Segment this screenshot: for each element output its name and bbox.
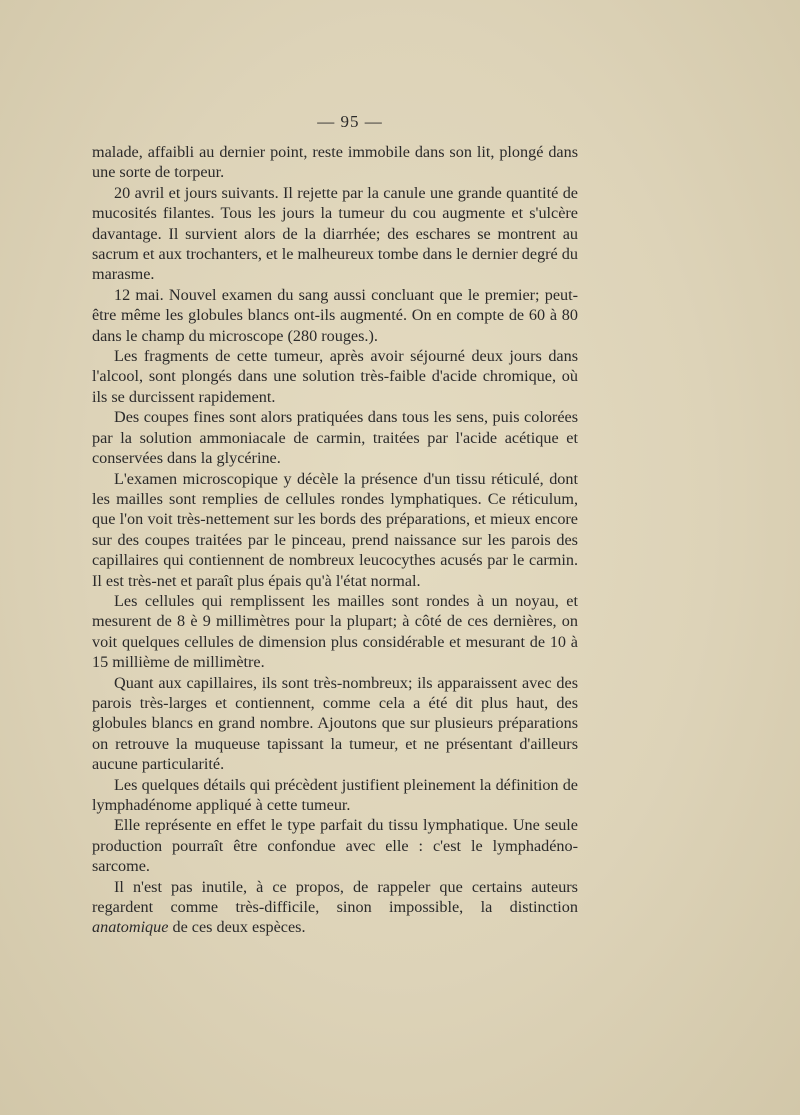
final-text-end: de ces deux espèces. bbox=[168, 918, 306, 937]
paragraph-final bbox=[92, 877, 578, 938]
document-page bbox=[92, 112, 578, 938]
paragraph-continuation: malade, affaibli au dernier point, reste immobile dans son lit, plongé dans une sorte de torpeur. bbox=[92, 143, 578, 182]
paragraph-fragments: Les fragments de cette tumeur, après avoir séjourné deux jours dans l'alcool, sont plongés dans une solution très-faible d'acide chromique, où ils se durcissent rapidement. bbox=[92, 347, 578, 406]
paragraph-details: Les quelques détails qui précèdent justifient pleinement la définition de lymphadénome appliqué à cette tumeur. bbox=[92, 775, 578, 814]
page-number: — 95 — bbox=[317, 112, 383, 131]
paragraph-capillaires: Quant aux capillaires, ils sont très-nombreux; ils apparaissent avec des parois très-larges et contiennent, comme cela a été dit plus haut, des globules blancs en grand nombre. Ajoutons que sur plusieurs préparations on retrouve la muqueuse tapissant la tumeur, et ne présentant d'ailleurs aucune particularité. bbox=[92, 673, 578, 774]
final-text-start: Il n'est pas inutile, à ce propos, de rappeler que certains auteurs regardent comme très-difficile, sinon impossible, la distinction bbox=[92, 877, 578, 917]
paragraph-coupes: Des coupes fines sont alors pratiquées dans tous les sens, puis colorées par la solution ammoniacale de carmin, traitées par l'acide acétique et conservées dans la glycérine. bbox=[92, 408, 578, 468]
paragraph-12-mai: 12 mai. Nouvel examen du sang aussi concluant que le premier; peut-être même les globules blancs ont-ils augmenté. On en compte de 60 à 80 dans le champ du microscope (280 rouges.). bbox=[92, 285, 578, 345]
paragraph-20-avril: 20 avril et jours suivants. Il rejette par la canule une grande quantité de mucosités filantes. Tous les jours la tumeur du cou augmente et s'ulcère davantage. Il survient alors de la diarrhée; des eschares se montrent au sacrum et aux trochanters, et le malheureux tombe dans le dernier degré du marasme. bbox=[92, 183, 578, 284]
paragraph-cellules: Les cellules qui remplissent les mailles sont rondes à un noyau, et mesurent de 8 è 9 millimètres pour la plupart; à côté de ces dernières, on voit quelques cellules de dimension plus considérable et mesurant de 10 à 15 millième de millimètre. bbox=[92, 591, 578, 672]
italic-word-anatomique: anatomique bbox=[92, 918, 169, 937]
paragraph-examen-microscopique: L'examen microscopique y décèle la présence d'un tissu réticulé, dont les mailles sont remplies de cellules rondes lymphatiques. Ce réticulum, que l'on voit très-nettement sur les bords des préparations, et mieux encore sur des coupes traitées par le pinceau, prend naissance sur les parois des capillaires qui contiennent de nombreux leucocythes acusés par le carmin. Il est très-net et paraît plus épais qu'à l'état normal. bbox=[92, 469, 578, 590]
paragraph-type-parfait: Elle représente en effet le type parfait du tissu lymphatique. Une seule production pourraît être confondue avec elle : c'est le lymphadéno-sarcome. bbox=[92, 816, 578, 876]
